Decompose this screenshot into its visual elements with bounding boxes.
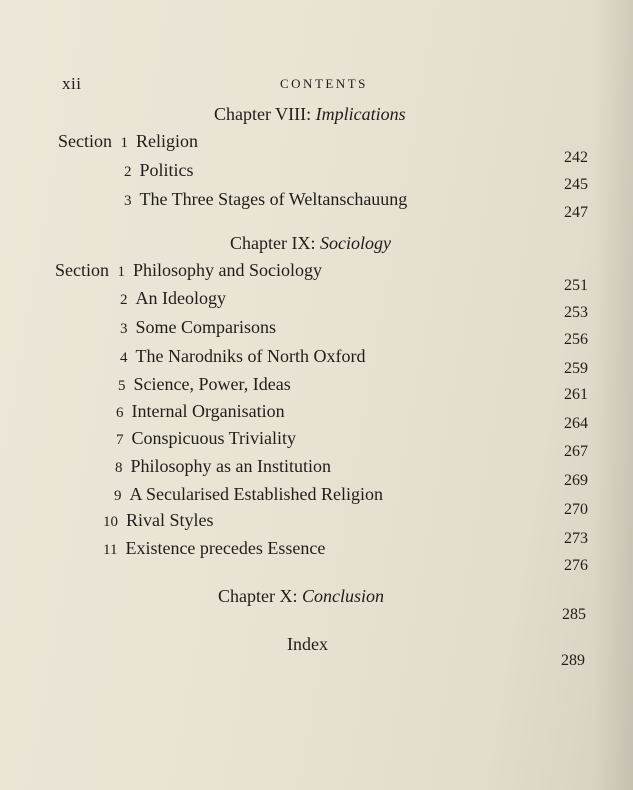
entry-page: 276 xyxy=(564,557,588,574)
entry-title: Existence precedes Essence xyxy=(125,538,326,558)
entry-title: The Narodniks of North Oxford xyxy=(135,346,366,366)
toc-entry xyxy=(103,510,214,531)
index-heading: Index xyxy=(287,634,328,654)
chapter-heading xyxy=(230,233,391,254)
section-number: 4 xyxy=(120,350,128,366)
entry-page: 267 xyxy=(564,443,588,460)
chapter-label: Chapter IX: xyxy=(230,233,316,253)
entry-title: Conspicuous Triviality xyxy=(131,428,297,448)
toc-entry xyxy=(116,428,296,449)
toc-entry xyxy=(55,260,322,281)
toc-entry xyxy=(120,317,276,338)
section-prefix: Section xyxy=(58,131,112,151)
entry-title: The Three Stages of Weltanschauung xyxy=(139,189,408,209)
toc-entry xyxy=(124,189,407,210)
toc-entry xyxy=(103,538,325,559)
section-number: 6 xyxy=(116,405,124,421)
entry-title: Science, Power, Ideas xyxy=(133,374,291,394)
entry-page: 259 xyxy=(564,360,588,377)
section-number: 7 xyxy=(116,432,124,448)
entry-page: 261 xyxy=(564,386,588,403)
running-head: CONTENTS xyxy=(280,76,368,91)
section-number: 1 xyxy=(117,264,125,280)
entry-title: A Secularised Established Religion xyxy=(129,484,383,504)
entry-page: 245 xyxy=(564,176,588,193)
entry-page: 264 xyxy=(564,415,588,432)
section-number: 5 xyxy=(118,378,126,394)
entry-page: 273 xyxy=(564,530,588,547)
entry-page: 251 xyxy=(564,277,588,294)
section-number: 8 xyxy=(115,460,123,476)
toc-entry xyxy=(115,456,331,477)
section-number: 3 xyxy=(124,193,132,209)
page-number: xii xyxy=(62,74,82,93)
section-number: 2 xyxy=(124,164,132,180)
entry-page: 285 xyxy=(562,606,586,623)
toc-entry xyxy=(116,401,285,422)
chapter-title: Implications xyxy=(315,104,406,124)
chapter-heading xyxy=(218,586,384,607)
entry-page: 270 xyxy=(564,501,588,518)
toc-entry xyxy=(118,374,291,395)
toc-entry xyxy=(58,131,198,152)
entry-title: Philosophy and Sociology xyxy=(133,260,323,280)
toc-entry xyxy=(114,484,383,505)
entry-title: Rival Styles xyxy=(126,510,214,530)
entry-page: 247 xyxy=(564,204,588,221)
entry-page: 289 xyxy=(561,652,585,669)
entry-page: 269 xyxy=(564,472,588,489)
section-number: 9 xyxy=(114,488,122,504)
toc-entry xyxy=(120,346,365,367)
section-number: 10 xyxy=(103,514,118,530)
section-number: 1 xyxy=(120,135,128,151)
entry-title: Some Comparisons xyxy=(135,317,277,337)
section-number: 2 xyxy=(120,292,128,308)
chapter-title: Sociology xyxy=(319,233,391,253)
entry-title: Internal Organisation xyxy=(131,401,285,421)
toc-entry xyxy=(124,160,194,181)
entry-page: 256 xyxy=(564,331,588,348)
entry-page: 253 xyxy=(564,304,588,321)
toc-entry xyxy=(120,288,226,309)
chapter-title: Conclusion xyxy=(301,586,384,606)
entry-title: An Ideology xyxy=(135,288,226,308)
entry-title: Philosophy as an Institution xyxy=(130,456,332,476)
entry-page: 242 xyxy=(564,149,588,166)
section-prefix: Section xyxy=(55,260,109,280)
chapter-label: Chapter X: xyxy=(218,586,298,606)
section-number: 3 xyxy=(120,321,128,337)
section-number: 11 xyxy=(103,542,118,558)
entry-title: Religion xyxy=(136,131,198,151)
chapter-heading xyxy=(214,104,406,125)
entry-title: Politics xyxy=(139,160,194,180)
chapter-label: Chapter VIII: xyxy=(214,104,312,124)
